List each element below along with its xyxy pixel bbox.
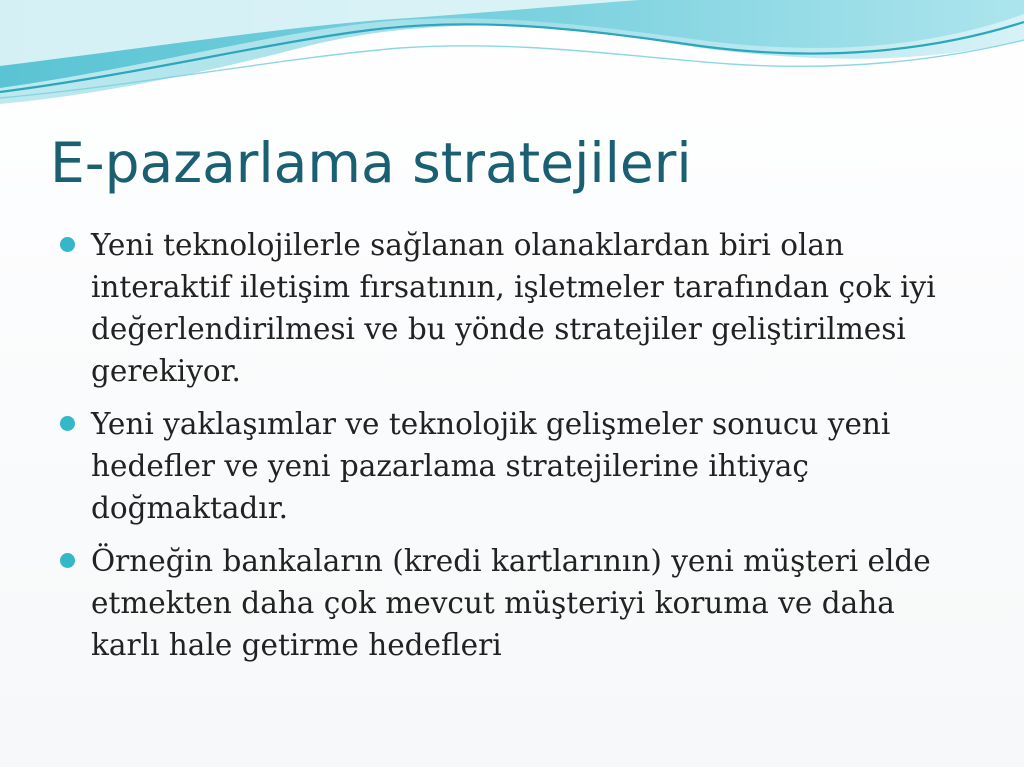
top-wave-decoration — [0, 0, 1024, 120]
bullet-text: Örneğin bankaların (kredi kartlarının) yeni müşteri elde etmekten daha çok mevcut müşteriyi koruma ve daha karlı hale getirme hedefleri — [91, 544, 931, 662]
bullet-dot-icon — [60, 553, 75, 568]
bullet-text: Yeni yaklaşımlar ve teknolojik gelişmeler sonucu yeni hedefler ve yeni pazarlama stratejilerine ihtiyaç doğmaktadır. — [91, 407, 891, 525]
slide-title: E-pazarlama stratejileri — [50, 131, 692, 195]
bullet-text: Yeni teknolojilerle sağlanan olanaklardan biri olan interaktif iletişim fırsatının, işletmeler tarafından çok iyi değerlendirilmesi ve bu yönde stratejiler geliştirilmesi gerekiyor. — [91, 228, 936, 388]
bullet-dot-icon — [60, 416, 75, 431]
bullet-list — [60, 224, 960, 677]
bullet-item — [60, 540, 960, 666]
bullet-dot-icon — [60, 237, 75, 252]
bullet-item — [60, 403, 960, 529]
bullet-item — [60, 224, 960, 392]
